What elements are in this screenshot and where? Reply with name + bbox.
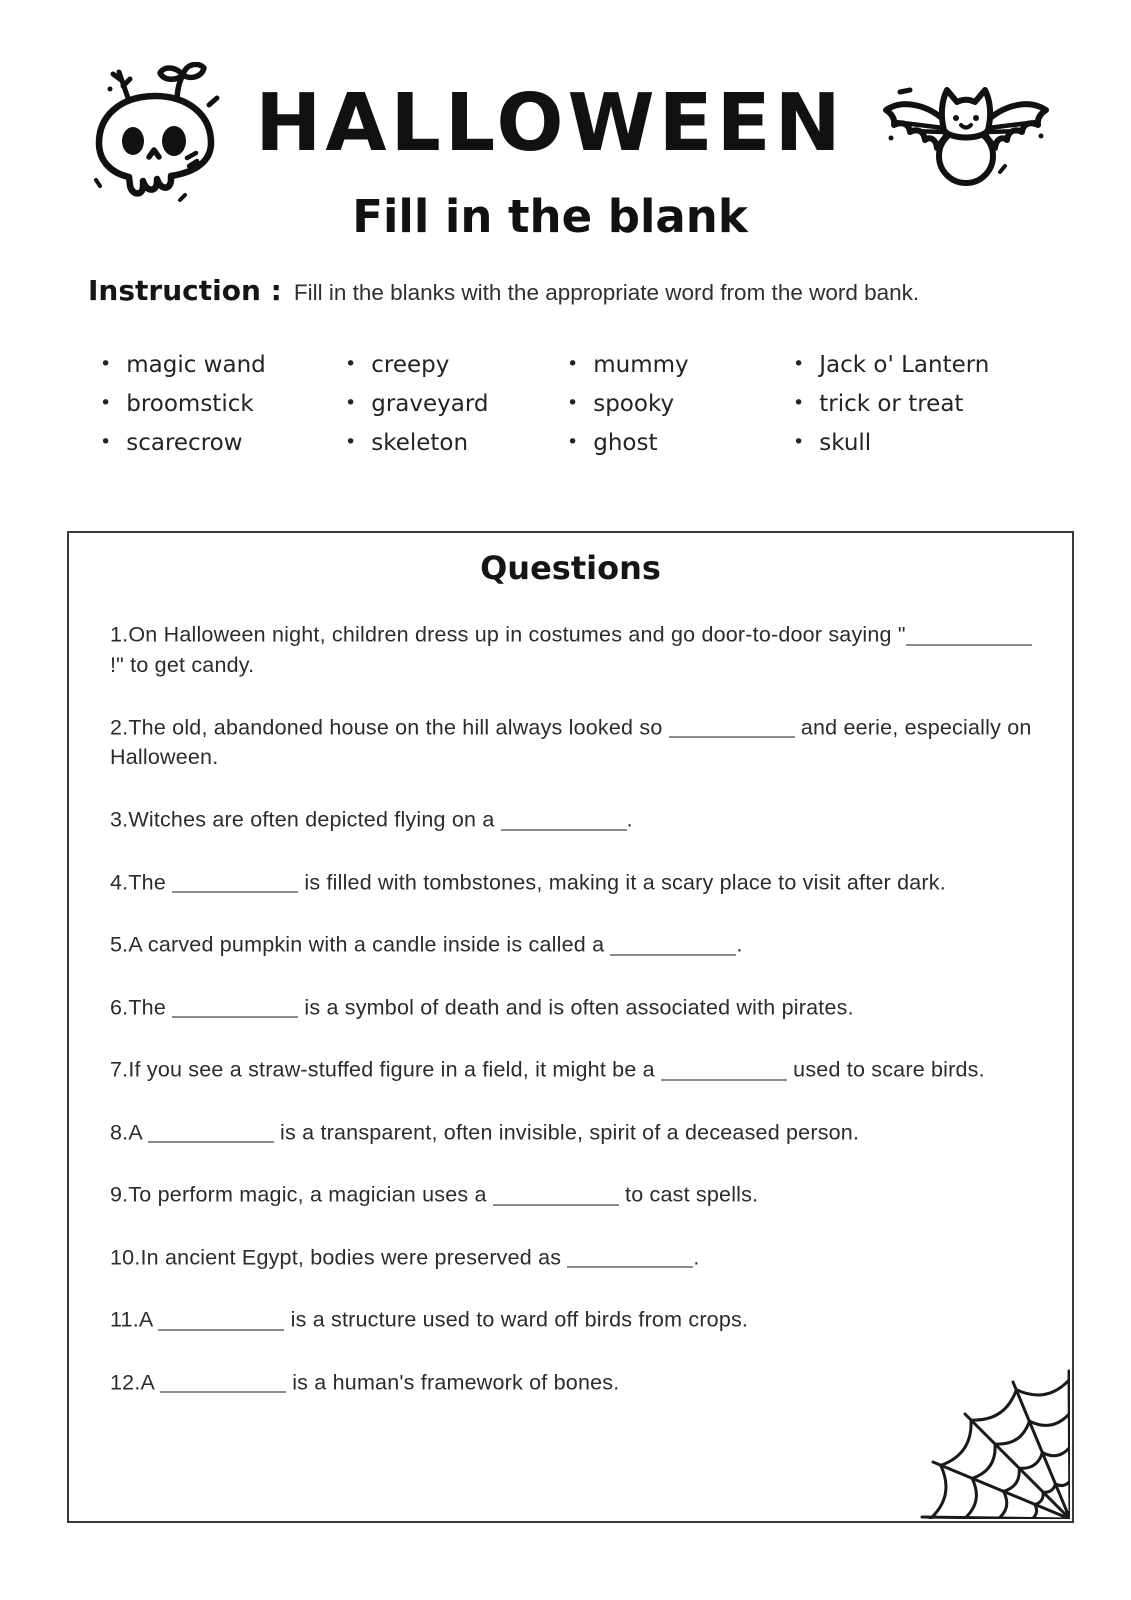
question-text: is a symbol of death and is often associated with pirates. <box>298 995 854 1019</box>
word-bank-column <box>793 352 989 469</box>
question-number: 10. <box>110 1245 141 1269</box>
question-text: A <box>140 1370 161 1394</box>
word-bank-item <box>567 391 793 430</box>
word-bank-item <box>100 430 345 469</box>
instruction-label: Instruction : <box>88 274 282 307</box>
word-bank-item <box>793 352 989 391</box>
question-text: The <box>128 870 173 894</box>
answer-blank <box>172 870 298 894</box>
question-number: 9. <box>110 1182 129 1207</box>
question-text: A <box>128 1120 148 1144</box>
answer-blank <box>661 1057 787 1081</box>
answer-blank <box>669 715 795 739</box>
bullet-icon: • <box>345 392 357 414</box>
question-text: Witches are often depicted flying on a <box>128 807 501 832</box>
question-text: used to scare birds. <box>787 1057 985 1082</box>
page-subtitle: Fill in the blank <box>352 190 748 243</box>
bullet-icon: • <box>567 431 579 453</box>
question-text: . <box>626 807 633 832</box>
word-bank-word: trick or treat <box>819 391 964 417</box>
questions-heading: Questions <box>480 549 661 587</box>
question-text: is a transparent, often invisible, spirit of a deceased person. <box>273 1120 860 1144</box>
question-text: and eerie, especially on Halloween. <box>110 715 1032 769</box>
question-item-8 <box>110 1116 1037 1148</box>
question-number: 3. <box>110 807 129 832</box>
bullet-icon: • <box>793 353 805 375</box>
question-item-12 <box>110 1366 1037 1398</box>
answer-blank <box>172 995 298 1019</box>
question-text: The <box>128 995 173 1019</box>
question-text: A <box>138 1307 159 1332</box>
bullet-icon: • <box>567 353 579 375</box>
question-item-10 <box>110 1241 1037 1273</box>
question-item-2 <box>110 711 1037 773</box>
word-bank-item <box>567 430 793 469</box>
word-bank-word: magic wand <box>126 352 266 378</box>
word-bank-word: ghost <box>593 430 658 456</box>
answer-blank <box>567 1245 693 1269</box>
question-number: 1. <box>110 622 129 647</box>
word-bank-item <box>345 352 567 391</box>
question-number: 5. <box>110 932 129 957</box>
question-number: 11. <box>110 1307 139 1332</box>
question-text: . <box>693 1245 700 1269</box>
question-number: 2. <box>110 715 129 739</box>
question-number: 6. <box>110 995 129 1019</box>
question-text: On Halloween night, children dress up in costumes and go door-to-door saying " <box>128 622 906 647</box>
bullet-icon: • <box>345 431 357 453</box>
question-text: is a structure used to ward off birds from crops. <box>284 1307 749 1332</box>
word-bank-word: mummy <box>593 352 689 378</box>
bullet-icon: • <box>793 431 805 453</box>
word-bank-column <box>100 352 345 469</box>
word-bank-column <box>345 352 567 469</box>
question-text: The old, abandoned house on the hill always looked so <box>128 715 669 739</box>
instruction-row <box>88 274 1068 307</box>
word-bank-item <box>100 352 345 391</box>
answer-blank <box>148 1120 274 1144</box>
question-text: !" to get candy. <box>110 652 255 677</box>
word-bank-word: skeleton <box>371 430 469 456</box>
bat-icon <box>864 70 1068 192</box>
word-bank-item <box>567 352 793 391</box>
question-item-3 <box>110 803 1037 835</box>
question-number: 4. <box>110 870 129 894</box>
word-bank-item <box>793 391 989 430</box>
question-text: To perform magic, a magician uses a <box>128 1182 493 1207</box>
question-item-1 <box>110 618 1037 680</box>
word-bank-item <box>100 391 345 430</box>
question-item-4 <box>110 866 1037 898</box>
word-bank-item <box>345 391 567 430</box>
word-bank-word: broomstick <box>126 391 254 417</box>
answer-blank <box>493 1182 619 1206</box>
questions-list <box>69 618 1072 1397</box>
question-text: A carved pumpkin with a candle inside is called a <box>128 932 611 957</box>
word-bank-column <box>567 352 793 469</box>
word-bank-word: scarecrow <box>126 430 243 456</box>
word-bank-word: spooky <box>593 391 675 417</box>
page-title: HALLOWEEN <box>255 77 845 169</box>
question-text: If you see a straw-stuffed figure in a field, it might be a <box>128 1057 661 1082</box>
question-item-7 <box>110 1053 1037 1085</box>
question-number: 7. <box>110 1057 129 1082</box>
question-number: 8. <box>110 1120 129 1144</box>
word-bank-word: graveyard <box>371 391 489 417</box>
bullet-icon: • <box>567 392 579 414</box>
word-bank-word: creepy <box>371 352 450 378</box>
answer-blank <box>906 622 1032 646</box>
word-bank-word: Jack o' Lantern <box>819 352 990 378</box>
word-bank <box>100 352 1060 469</box>
answer-blank <box>158 1307 284 1331</box>
skull-icon <box>84 62 226 208</box>
answer-blank <box>160 1370 286 1394</box>
question-text: In ancient Egypt, bodies were preserved as <box>140 1245 568 1269</box>
bullet-icon: • <box>793 392 805 414</box>
word-bank-word: skull <box>819 430 872 456</box>
question-text: is a human's framework of bones. <box>286 1370 620 1394</box>
instruction-text: Fill in the blanks with the appropriate word from the word bank. <box>293 280 920 305</box>
bullet-icon: • <box>345 353 357 375</box>
bullet-icon: • <box>100 392 112 414</box>
spiderweb-icon <box>920 1369 1072 1521</box>
question-item-6 <box>110 991 1037 1023</box>
question-text: is filled with tombstones, making it a scary place to visit after dark. <box>298 870 946 894</box>
question-item-5 <box>110 928 1037 960</box>
question-text: to cast spells. <box>618 1182 759 1207</box>
answer-blank <box>501 807 627 831</box>
question-text: . <box>736 932 743 957</box>
questions-box <box>67 531 1074 1523</box>
bullet-icon: • <box>100 353 112 375</box>
bullet-icon: • <box>100 431 112 453</box>
question-item-9 <box>110 1178 1037 1210</box>
answer-blank <box>610 932 736 956</box>
question-item-11 <box>110 1303 1037 1335</box>
word-bank-item <box>345 430 567 469</box>
question-number: 12. <box>110 1370 141 1394</box>
word-bank-item <box>793 430 989 469</box>
